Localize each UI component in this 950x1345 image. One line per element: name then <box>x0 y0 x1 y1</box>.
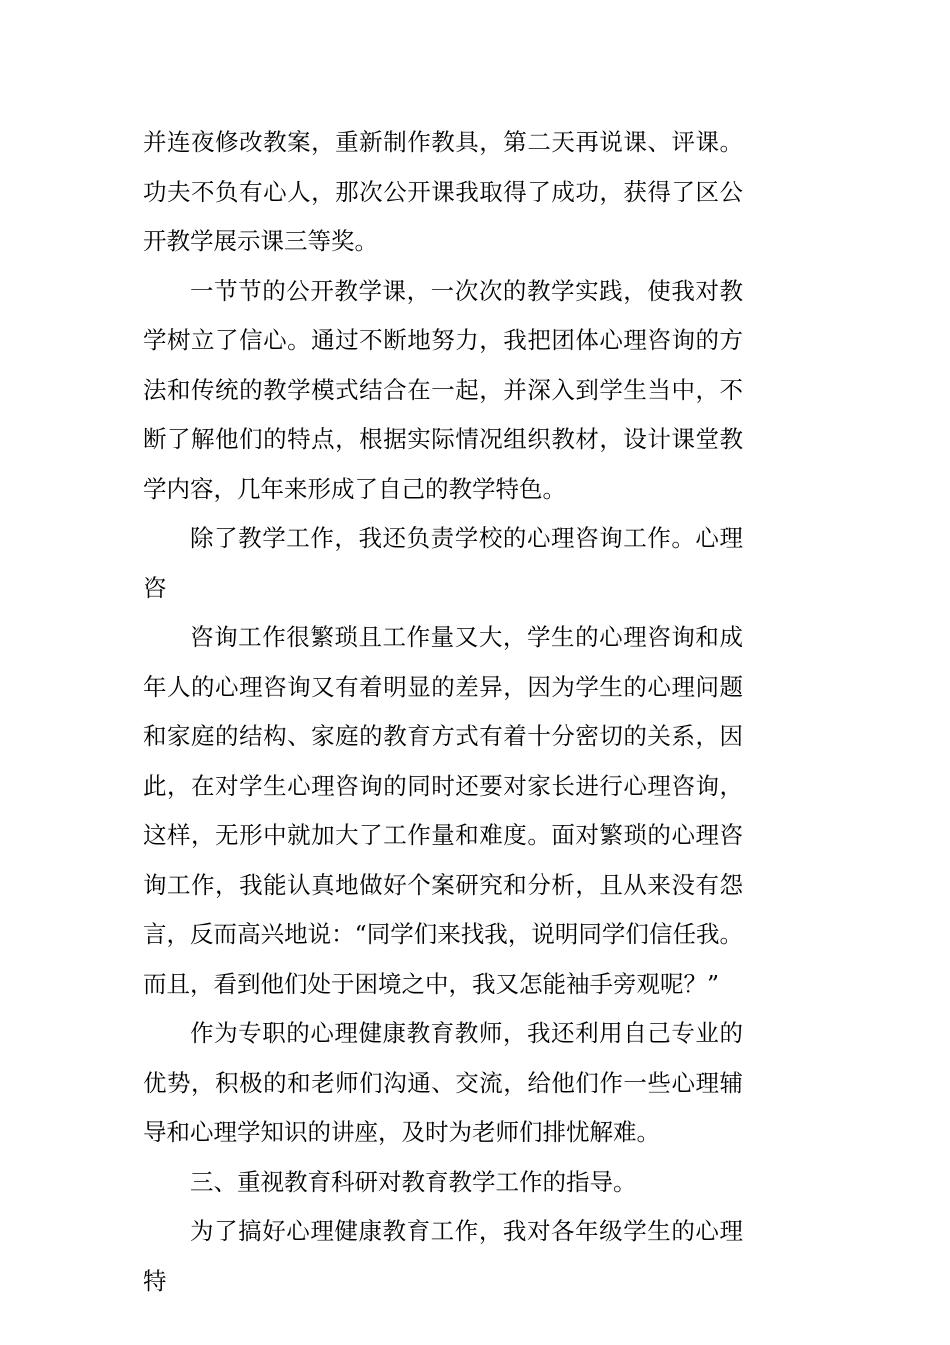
paragraph-continuation: 并连夜修改教案，重新制作教具，第二天再说课、评课。功夫不负有心人，那次公开课我取得了成功，获得了区公开教学展示课三等奖。 <box>143 128 743 255</box>
paragraph: 除了教学工作，我还负责学校的心理咨询工作。心理咨 <box>143 524 743 602</box>
paragraph: 一节节的公开教学课，一次次的教学实践，使我对教学树立了信心。通过不断地努力，我把团体心理咨询的方法和传统的教学模式结合在一起，并深入到学生当中，不断了解他们的特点，根据实际情况组织教材，设计课堂教学内容，几年来形成了自己的教学特色。 <box>143 276 743 503</box>
paragraph: 为了搞好心理健康教育工作，我对各年级学生的心理特 <box>143 1217 743 1295</box>
paragraph: 作为专职的心理健康教育教师，我还利用自己专业的优势，积极的和老师们沟通、交流，给他们作一些心理辅导和心理学知识的讲座，及时为老师们排忧解难。 <box>143 1019 743 1146</box>
paragraph: 咨询工作很繁琐且工作量又大，学生的心理咨询和成年人的心理咨询又有着明显的差异，因为学生的心理问题和家庭的结构、家庭的教育方式有着十分密切的关系，因此，在对学生心理咨询的同时还要对家长进行心理咨询，这样，无形中就加大了工作量和难度。面对繁琐的心理咨询工作，我能认真地做好个案研究和分析，且从来没有怨言，反而高兴地说：“同学们来找我，说明同学们信任我。而且，看到他们处于困境之中，我又怎能袖手旁观呢？” <box>143 623 743 998</box>
section-heading: 三、重视教育科研对教育教学工作的指导。 <box>190 1167 637 1196</box>
document-body <box>143 118 743 1306</box>
